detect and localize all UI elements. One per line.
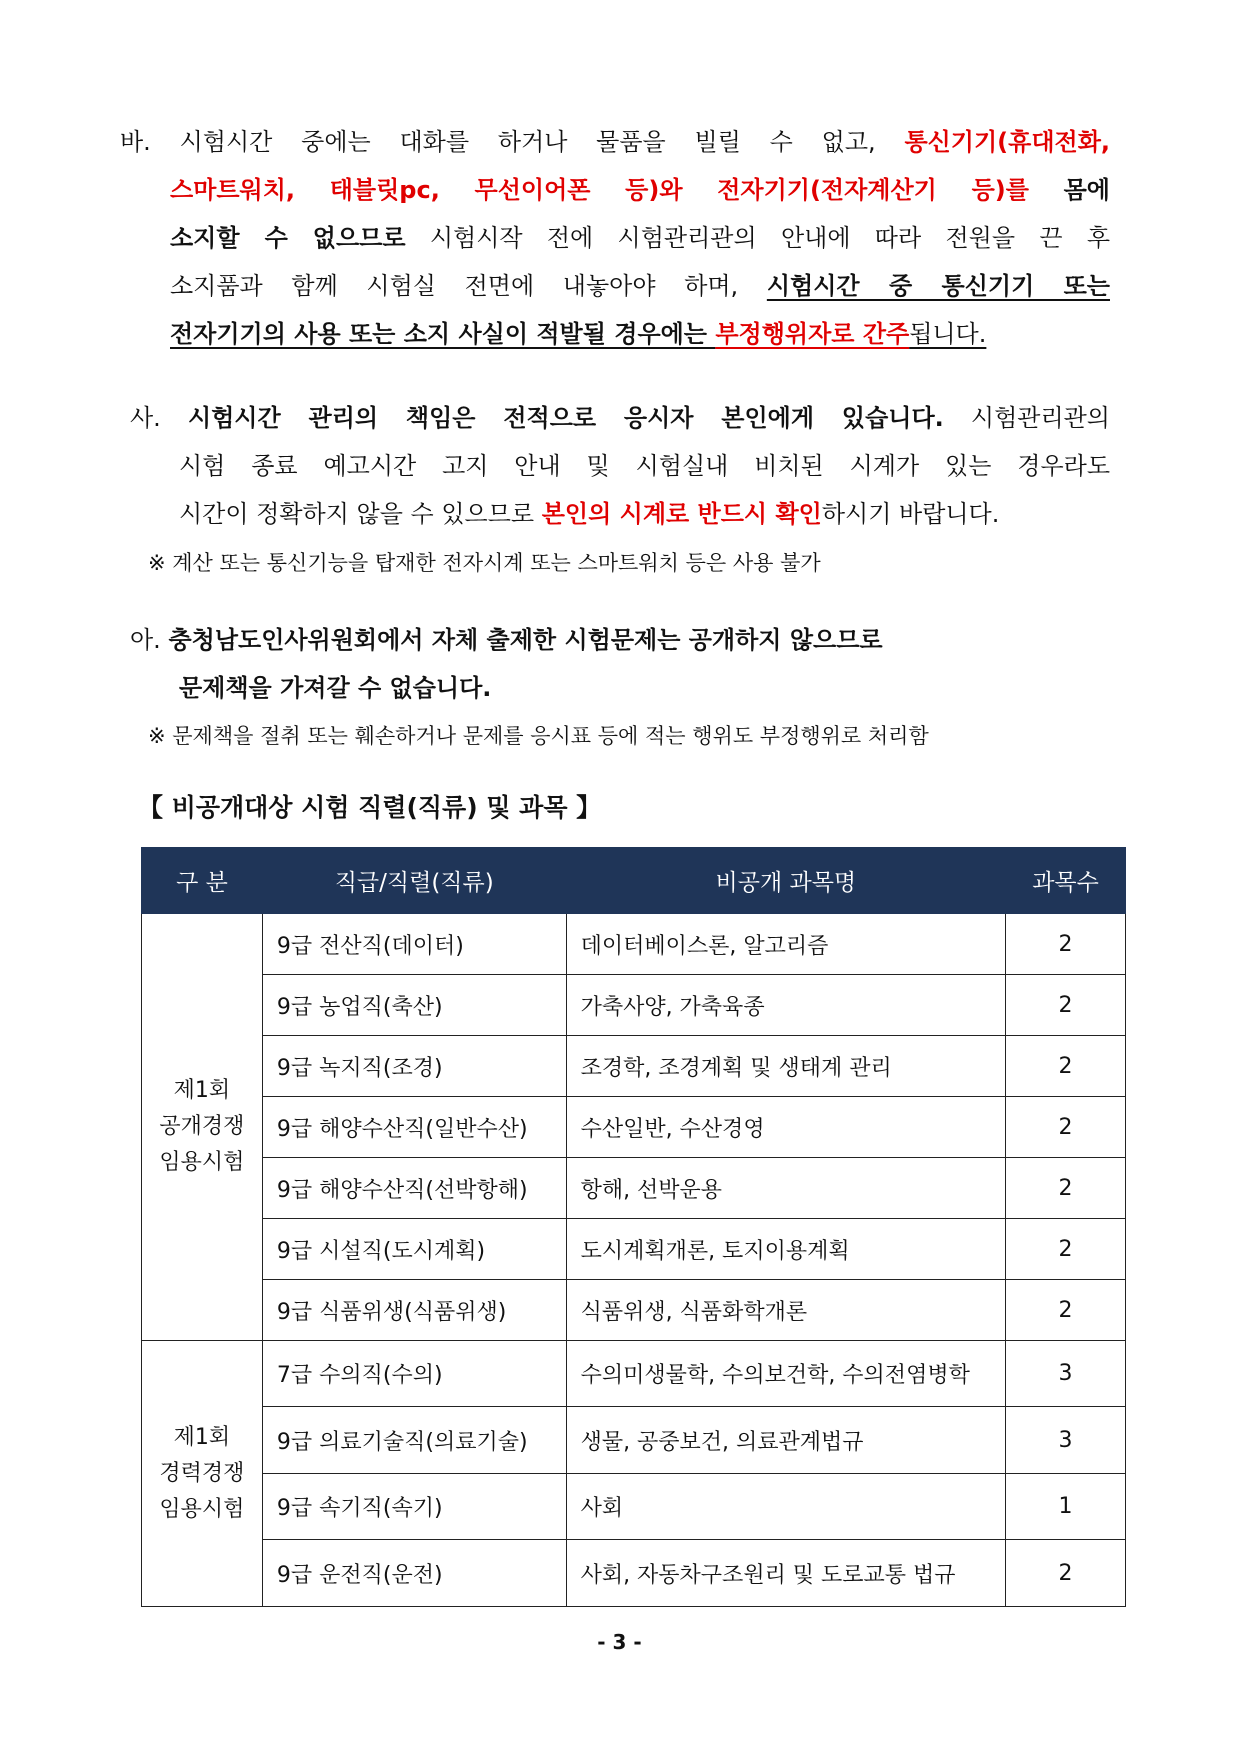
count-cell: 2 — [1006, 1540, 1126, 1607]
grade-cell: 9급 의료기술직(의료기술) — [262, 1407, 566, 1474]
exam-category-label: 임용시험 — [159, 1150, 245, 1175]
table-header-row — [142, 848, 1126, 914]
count-cell: 3 — [1006, 1407, 1126, 1474]
exam-category-cell — [142, 914, 263, 1341]
subjects-cell: 도시계획개론, 토지이용계획 — [566, 1219, 1006, 1280]
section-ba-line2: 스마트워치, 태블릿pc, 무선이어폰 등)와 전자기기(전자계산기 등)를 몸에 — [170, 176, 1110, 204]
section-a-note: ※ 문제책을 절취 또는 훼손하거나 문제를 응시표 등에 적는 행위도 부정행위로 처리함 — [148, 724, 929, 748]
count-cell: 2 — [1006, 1097, 1126, 1158]
subjects-cell: 생물, 공중보건, 의료관계법규 — [566, 1407, 1006, 1474]
table-row — [142, 1474, 1126, 1540]
grade-cell: 9급 해양수산직(일반수산) — [262, 1097, 566, 1158]
grade-cell: 9급 전산직(데이터) — [262, 914, 566, 975]
grade-cell: 9급 식품위생(식품위생) — [262, 1280, 566, 1341]
table-row — [142, 1540, 1126, 1607]
section-a-line1: 아. 충청남도인사위원회에서 자체 출제한 시험문제는 공개하지 않으므로 — [130, 626, 883, 654]
table-row — [142, 1341, 1126, 1407]
grade-cell: 9급 시설직(도시계획) — [262, 1219, 566, 1280]
subjects-cell: 조경학, 조경계획 및 생태계 관리 — [566, 1036, 1006, 1097]
exam-category-label: 경력경쟁 — [159, 1460, 245, 1486]
subjects-cell: 데이터베이스론, 알고리즘 — [566, 914, 1006, 975]
exam-category-label: 임용시험 — [159, 1496, 245, 1522]
table-row — [142, 914, 1126, 975]
grade-cell: 9급 운전직(운전) — [262, 1540, 566, 1607]
exam-category-label: 공개경쟁 — [159, 1114, 245, 1139]
section-ba-line5: 전자기기의 사용 또는 소지 사실이 적발될 경우에는 부정행위자로 간주됩니다. — [170, 320, 987, 348]
table-row — [142, 975, 1126, 1036]
table-row — [142, 1158, 1126, 1219]
section-sa-line1: 사. 시험시간 관리의 책임은 전적으로 응시자 본인에게 있습니다. 시험관리관의 — [130, 404, 1110, 432]
exam-category-cell — [142, 1341, 263, 1607]
header-count: 과목수 — [1006, 848, 1126, 914]
count-cell: 2 — [1006, 1280, 1126, 1341]
grade-cell: 9급 농업직(축산) — [262, 975, 566, 1036]
count-cell: 2 — [1006, 914, 1126, 975]
section-sa-line2: 시험 종료 예고시간 고지 안내 및 시험실내 비치된 시계가 있는 경우라도 — [179, 452, 1110, 480]
grade-cell: 9급 녹지직(조경) — [262, 1036, 566, 1097]
section-a — [130, 616, 1110, 712]
subjects-cell: 수의미생물학, 수의보건학, 수의전염병학 — [566, 1341, 1006, 1407]
section-ba-line3: 소지할 수 없으므로 시험시작 전에 시험관리관의 안내에 따라 전원을 끈 후 — [170, 224, 1110, 252]
table-title: 【 비공개대상 시험 직렬(직류) 및 과목 】 — [138, 793, 602, 822]
section-sa-note: ※ 계산 또는 통신기능을 탑재한 전자시계 또는 스마트워치 등은 사용 불가 — [148, 551, 821, 575]
grade-cell: 7급 수의직(수의) — [262, 1341, 566, 1407]
table-row — [142, 1097, 1126, 1158]
count-cell: 1 — [1006, 1474, 1126, 1540]
count-cell: 2 — [1006, 975, 1126, 1036]
subjects-cell: 수산일반, 수산경영 — [566, 1097, 1006, 1158]
subjects-cell: 가축사양, 가축육종 — [566, 975, 1006, 1036]
count-cell: 2 — [1006, 1219, 1126, 1280]
page-number: - 3 - — [597, 1630, 642, 1654]
subjects-cell: 항해, 선박운용 — [566, 1158, 1006, 1219]
subjects-cell: 사회, 자동차구조원리 및 도로교통 법규 — [566, 1540, 1006, 1607]
section-sa-line3: 시간이 정확하지 않을 수 있으므로 본인의 시계로 반드시 확인하시기 바랍니다. — [179, 500, 1000, 528]
grade-cell: 9급 속기직(속기) — [262, 1474, 566, 1540]
section-ba-line1: 바. 시험시간 중에는 대화를 하거나 물품을 빌릴 수 없고, 통신기기(휴대전화, — [120, 128, 1110, 156]
section-sa — [130, 394, 1110, 538]
count-cell: 2 — [1006, 1158, 1126, 1219]
header-category: 구 분 — [142, 848, 263, 914]
table-row — [142, 1407, 1126, 1474]
count-cell: 3 — [1006, 1341, 1126, 1407]
grade-cell: 9급 해양수산직(선박항해) — [262, 1158, 566, 1219]
section-ba-line4: 소지품과 함께 시험실 전면에 내놓아야 하며, 시험시간 중 통신기기 또는 — [170, 272, 1110, 300]
table-row — [142, 1036, 1126, 1097]
exam-category-label: 제1회 — [173, 1424, 231, 1450]
exam-category-label: 제1회 — [173, 1078, 231, 1103]
section-a-line2: 문제책을 가져갈 수 없습니다. — [179, 674, 492, 702]
table-body — [142, 914, 1126, 1607]
count-cell: 2 — [1006, 1036, 1126, 1097]
table-row — [142, 1280, 1126, 1341]
subjects-table — [141, 847, 1126, 1607]
subjects-cell: 사회 — [566, 1474, 1006, 1540]
subjects-cell: 식품위생, 식품화학개론 — [566, 1280, 1006, 1341]
table-row — [142, 1219, 1126, 1280]
header-grade: 직급/직렬(직류) — [262, 848, 566, 914]
header-subjects: 비공개 과목명 — [566, 848, 1006, 914]
section-ba — [120, 118, 1110, 358]
